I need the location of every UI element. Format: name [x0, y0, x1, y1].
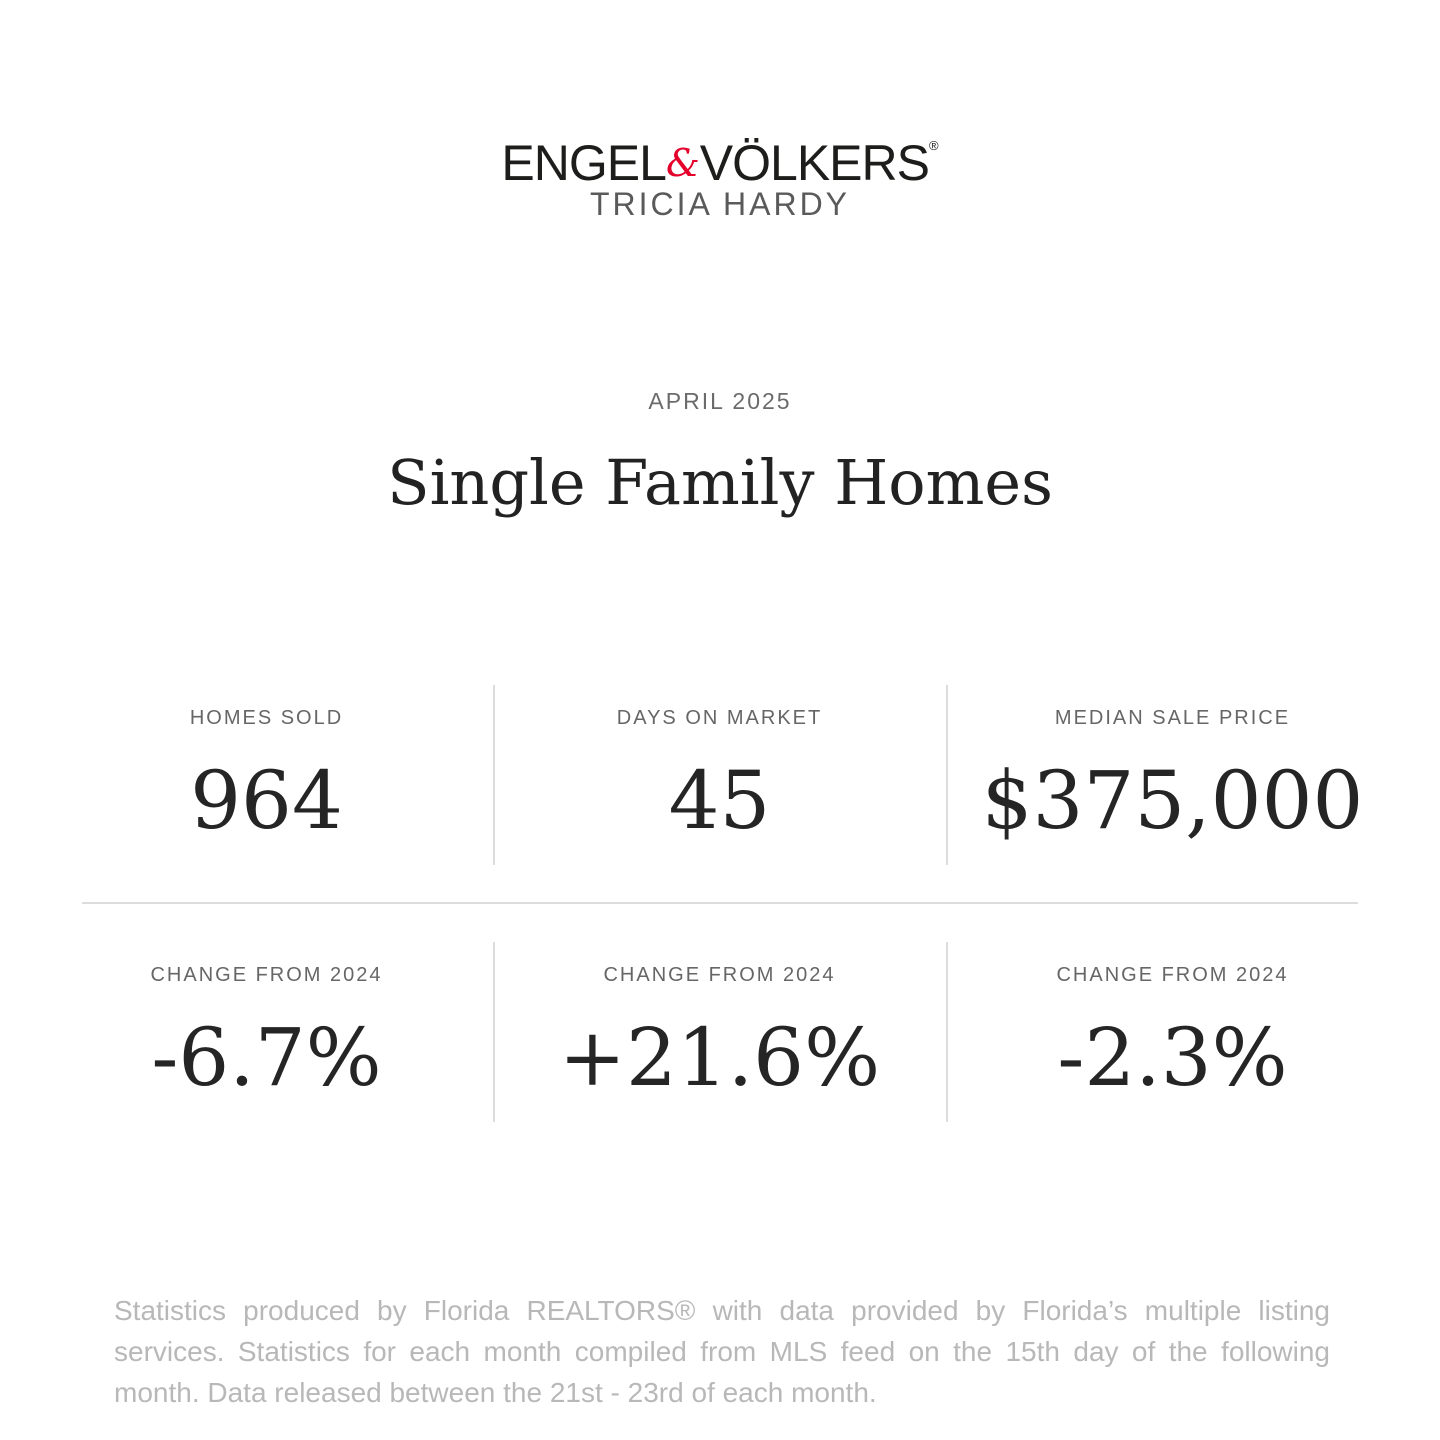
- stat-value: $375,000: [981, 754, 1364, 847]
- brand-logo: [0, 118, 1440, 191]
- brand-name-part1: ENGEL: [501, 135, 666, 191]
- stat-value: 964: [190, 754, 343, 847]
- change-label: CHANGE FROM 2024: [1056, 964, 1289, 986]
- stat-label: DAYS ON MARKET: [616, 707, 823, 729]
- change-value: +21.6%: [558, 1011, 881, 1104]
- registered-mark: ®: [928, 138, 939, 153]
- change-value: -6.7%: [151, 1011, 382, 1104]
- stat-label: MEDIAN SALE PRICE: [1054, 707, 1291, 729]
- change-homes-sold: [40, 942, 493, 1122]
- brand-ampersand: &: [665, 141, 700, 185]
- stat-median-sale-price: [946, 685, 1399, 865]
- agent-name: TRICIA HARDY: [589, 186, 851, 222]
- changes-row: [40, 942, 1400, 1122]
- change-value: -2.3%: [1057, 1011, 1288, 1104]
- brand-name-part2: VÖLKERS: [699, 135, 929, 191]
- section-divider: [82, 902, 1358, 904]
- stat-label: HOMES SOLD: [189, 707, 344, 729]
- change-days-on-market: [493, 942, 946, 1122]
- stat-value: 45: [668, 754, 771, 847]
- change-label: CHANGE FROM 2024: [150, 964, 383, 986]
- change-label: CHANGE FROM 2024: [603, 964, 836, 986]
- stats-row: [40, 685, 1400, 865]
- footnote-disclaimer: Statistics produced by Florida REALTORS® with data provided by Florida’s multiple listing services. Statistics for each month compiled from MLS feed on the 15th day of the following month. Data released between the 21st - 23rd of each month.: [114, 1295, 1330, 1408]
- change-median-sale-price: [946, 942, 1399, 1122]
- stat-homes-sold: [40, 685, 493, 865]
- report-period: APRIL 2025: [648, 388, 792, 414]
- stat-days-on-market: [493, 685, 946, 865]
- report-title: Single Family Homes: [387, 446, 1053, 519]
